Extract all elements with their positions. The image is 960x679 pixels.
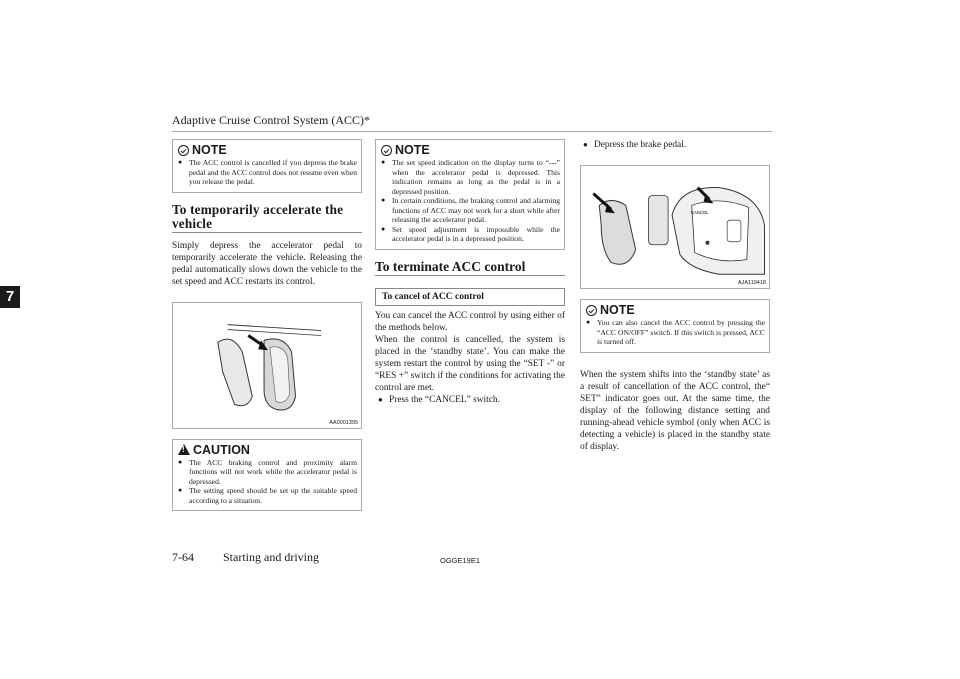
body-text: When the control is cancelled, the system is placed in the ‘standby state’. You can make the system restart the control by using the “SET -” or “RES +” switch if the conditions for activating the control are met. (375, 334, 565, 393)
note-icon (178, 145, 189, 156)
column-3 (580, 139, 770, 453)
section-heading-accelerate: To temporarily accelerate the vehicle (172, 203, 362, 233)
steering-switch-illustration (581, 166, 769, 288)
caution-item: ● The ACC braking control and proximity alarm functions will not work while the accelerator pedal is depressed. (178, 458, 357, 487)
note-list (178, 158, 357, 187)
note-item: ● Set speed adjustment is impossible while the accelerator pedal is in a depressed position. (381, 225, 560, 244)
note-box (580, 299, 770, 353)
warning-icon (178, 444, 190, 455)
note-item: ● The ACC control is cancelled if you depress the brake pedal and the ACC control does not resume even when you release the pedal. (178, 158, 357, 187)
chapter-tab: 7 (0, 286, 20, 308)
note-box (375, 139, 565, 250)
note-icon (586, 305, 597, 316)
caution-box (172, 439, 362, 512)
body-text: Simply depress the accelerator pedal to temporarily accelerate the vehicle. Releasing the pedal automatically slows down the vehicle to the set speed and ACC restarts its control. (172, 240, 362, 287)
footer-section: Starting and driving (223, 550, 319, 564)
note-item: ● The set speed indication on the display turns to “---” when the accelerator pedal is depressed. This indication remains as long as the pedal is in a depressed position. (381, 158, 560, 196)
note-icon (381, 145, 392, 156)
footer-code: OGGE19E1 (440, 556, 481, 565)
note-list (586, 318, 765, 347)
caution-item: ● The setting speed should be set up the suitable speed according to a situation. (178, 486, 357, 505)
subheading-cancel: To cancel of ACC control (375, 288, 565, 306)
figure-code: AA0001395 (329, 419, 358, 426)
note-title: NOTE (381, 142, 560, 158)
cancel-label: CANCEL (690, 210, 709, 216)
note-title: NOTE (178, 142, 357, 158)
caution-list (178, 458, 357, 506)
accelerator-pedal-illustration (173, 303, 361, 428)
body-bullet: ● Depress the brake pedal. (580, 139, 770, 151)
section-heading-terminate: To terminate ACC control (375, 260, 565, 276)
page-header: Adaptive Cruise Control System (ACC)* (172, 113, 370, 127)
body-bullet: ● Press the “CANCEL” switch. (375, 394, 565, 406)
note-item: ● In certain conditions, the braking control and alarming functions of ACC may not work for a short while after releasing the accelerator pedal. (381, 196, 560, 225)
page-number: 7-64 (172, 550, 194, 564)
note-list (381, 158, 560, 244)
figure-code: AJA119418 (737, 280, 766, 286)
caution-title: ! CAUTION (178, 442, 357, 458)
steering-switch-figure (580, 165, 770, 289)
header-rule (172, 131, 772, 132)
note-box (172, 139, 362, 193)
accelerator-pedal-figure (172, 302, 362, 429)
note-title: NOTE (586, 302, 765, 318)
column-2 (375, 139, 565, 406)
note-item: ● You can also cancel the ACC control by pressing the “ACC ON/OFF” switch. If this switch is pressed, ACC is turned off. (586, 318, 765, 347)
column-1 (172, 139, 362, 521)
body-text: When the system shifts into the ‘standby state’ as a result of cancellation of the ACC control, the“ SET” indicator goes out. At the same time, the display of the following distance setting and running-ahead vehicle symbol (only when ACC is detecting a vehicle) is placed in the standby state of display. (580, 369, 770, 452)
body-text: You can cancel the ACC control by using either of the methods below. (375, 310, 565, 333)
